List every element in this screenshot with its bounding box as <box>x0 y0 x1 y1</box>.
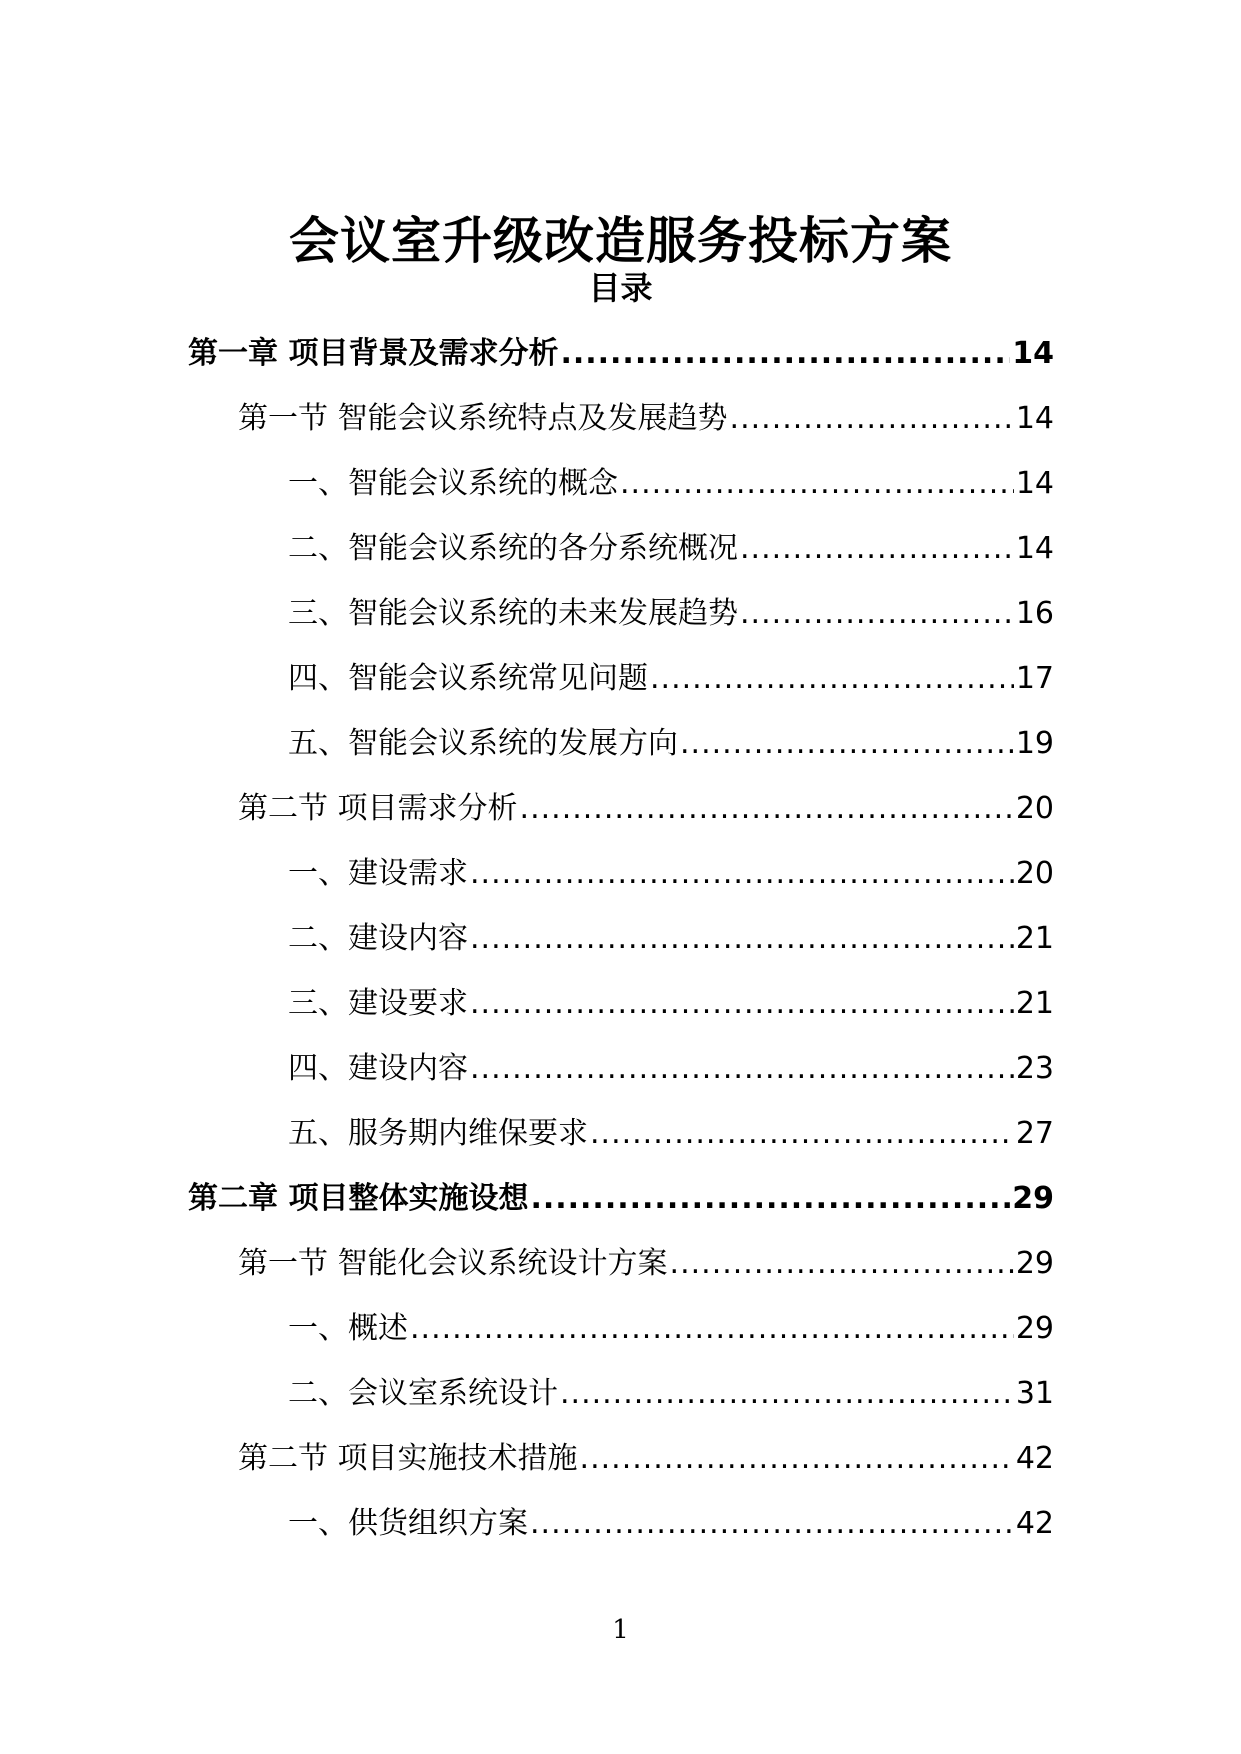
toc-entry-text: 五、智能会议系统的发展方向 <box>288 726 678 761</box>
toc-entry[interactable] <box>188 1365 1054 1430</box>
toc-entry[interactable] <box>188 1040 1054 1105</box>
toc-entry-text: 二、建设内容 <box>288 921 468 956</box>
toc-entry-page: 20 <box>1015 791 1054 826</box>
toc-dot-leader <box>588 1105 1014 1163</box>
toc-dot-leader <box>408 1300 1014 1358</box>
toc-dot-leader <box>468 975 1014 1033</box>
toc-entry-page: 29 <box>1015 1311 1054 1346</box>
toc-entry-text: 二、会议室系统设计 <box>288 1376 558 1411</box>
toc-entry[interactable] <box>188 910 1054 975</box>
toc-entry[interactable] <box>188 1170 1054 1235</box>
toc-entry-page: 21 <box>1015 921 1054 956</box>
toc-entry[interactable] <box>188 390 1054 455</box>
toc-entry[interactable] <box>188 975 1054 1040</box>
toc-entry-page: 16 <box>1015 596 1054 631</box>
toc-entry[interactable] <box>188 780 1054 845</box>
toc-entry-text: 四、智能会议系统常见问题 <box>288 661 648 696</box>
toc-entry-page: 21 <box>1015 986 1054 1021</box>
toc-entry-text: 第一章 项目背景及需求分析 <box>188 336 559 371</box>
toc-entry[interactable] <box>188 845 1054 910</box>
toc-entry-text: 第一节 智能会议系统特点及发展趋势 <box>238 401 728 436</box>
toc-heading: 目录 <box>588 269 653 307</box>
toc-entry[interactable] <box>188 1430 1054 1495</box>
toc-entry-page: 42 <box>1015 1441 1054 1476</box>
toc-dot-leader <box>468 845 1014 903</box>
toc-entry-page: 17 <box>1015 661 1054 696</box>
toc-entry[interactable] <box>188 715 1054 780</box>
toc-entry-page: 29 <box>1015 1246 1054 1281</box>
toc-entry-page: 14 <box>1015 466 1054 501</box>
toc-dot-leader <box>668 1235 1014 1293</box>
toc-entry-page: 29 <box>1012 1181 1054 1216</box>
toc-entry[interactable] <box>188 1495 1054 1560</box>
toc-entry-text: 一、供货组织方案 <box>288 1506 528 1541</box>
toc-entry[interactable] <box>188 455 1054 520</box>
toc-dot-leader <box>618 455 1014 513</box>
toc-dot-leader <box>678 715 1014 773</box>
toc-dot-leader <box>468 1040 1014 1098</box>
toc-entry[interactable] <box>188 585 1054 650</box>
toc-entry-text: 第二节 项目实施技术措施 <box>238 1441 578 1476</box>
toc-entry[interactable] <box>188 1105 1054 1170</box>
toc-dot-leader <box>738 585 1014 643</box>
toc-entry-page: 31 <box>1015 1376 1054 1411</box>
toc-entry[interactable] <box>188 325 1054 390</box>
toc-dot-leader <box>558 325 1010 383</box>
toc-entry-page: 20 <box>1015 856 1054 891</box>
toc-dot-leader <box>528 1170 1010 1228</box>
toc-entry-text: 一、建设需求 <box>288 856 468 891</box>
toc-entry-text: 五、服务期内维保要求 <box>288 1116 588 1151</box>
toc-entry-text: 二、智能会议系统的各分系统概况 <box>288 531 738 566</box>
toc-dot-leader <box>728 390 1014 448</box>
toc-entry-page: 42 <box>1015 1506 1054 1541</box>
toc-entry-page: 27 <box>1015 1116 1054 1151</box>
table-of-contents <box>188 325 1054 1560</box>
toc-entry-page: 19 <box>1015 726 1054 761</box>
toc-entry[interactable] <box>188 650 1054 715</box>
toc-dot-leader <box>518 780 1014 838</box>
toc-entry-page: 14 <box>1012 336 1054 371</box>
toc-dot-leader <box>648 650 1014 708</box>
toc-dot-leader <box>468 910 1014 968</box>
toc-entry-text: 第二章 项目整体实施设想 <box>188 1181 529 1216</box>
page-number: 1 <box>612 1615 629 1645</box>
toc-entry[interactable] <box>188 520 1054 585</box>
toc-entry-text: 四、建设内容 <box>288 1051 468 1086</box>
toc-entry[interactable] <box>188 1235 1054 1300</box>
toc-entry-text: 三、智能会议系统的未来发展趋势 <box>288 596 738 631</box>
toc-entry-text: 第二节 项目需求分析 <box>238 791 518 826</box>
toc-entry[interactable] <box>188 1300 1054 1365</box>
toc-entry-page: 14 <box>1015 531 1054 566</box>
toc-dot-leader <box>528 1495 1014 1553</box>
toc-entry-page: 14 <box>1015 401 1054 436</box>
toc-entry-text: 三、建设要求 <box>288 986 468 1021</box>
toc-dot-leader <box>558 1365 1014 1423</box>
document-title: 会议室升级改造服务投标方案 <box>289 211 952 270</box>
toc-entry-text: 第一节 智能化会议系统设计方案 <box>238 1246 668 1281</box>
toc-dot-leader <box>578 1430 1014 1488</box>
toc-entry-text: 一、智能会议系统的概念 <box>288 466 618 501</box>
toc-dot-leader <box>738 520 1014 578</box>
toc-entry-text: 一、概述 <box>288 1311 408 1346</box>
toc-entry-page: 23 <box>1015 1051 1054 1086</box>
